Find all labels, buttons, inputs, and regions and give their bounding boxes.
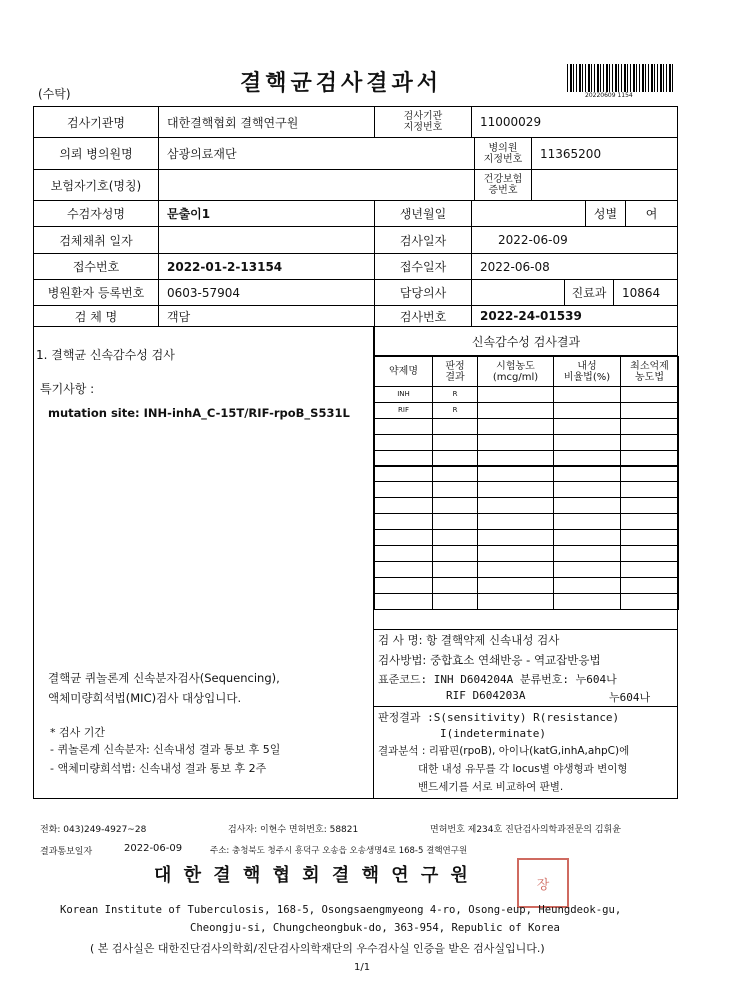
result-header-result: 판정 결과 — [432, 356, 478, 387]
page-number: 1/1 — [354, 962, 371, 973]
dept-value: 10864 — [613, 279, 678, 306]
birth-value — [471, 200, 586, 227]
note-line-1: 결핵균 퀴놀론계 신속분자검사(Sequencing), — [48, 671, 280, 685]
result-cell — [432, 434, 478, 451]
result-cell — [374, 561, 433, 578]
analysis-line-1: 결과분석 : 리팜핀(rpoB), 아이나(katG,inhA,ahpC)에 — [378, 745, 630, 757]
result-cell — [620, 513, 679, 530]
result-cell — [374, 481, 433, 498]
result-cell — [620, 418, 679, 435]
result-cell — [374, 545, 433, 562]
result-cell — [620, 481, 679, 498]
english-address-1: Korean Institute of Tuberculosis, 168-5, Osongsaengmyeong 4-ro, Osong-eup, Heungdeok-gu, — [60, 904, 622, 916]
mutation-site: mutation site: INH-inhA_C-15T/RIF-rpoB_S531L — [48, 406, 350, 420]
result-cell — [553, 497, 621, 514]
dept-label: 진료과 — [564, 279, 614, 306]
document-title: 결핵균검사결과서 — [240, 71, 443, 96]
result-cell — [374, 418, 433, 435]
test-no-label: 검사번호 — [374, 305, 472, 327]
insurance-no-label: 건강보험 증번호 — [474, 169, 532, 201]
result-cell — [432, 545, 478, 562]
collect-label: 검체채취 일자 — [33, 226, 159, 254]
results-title: 신속감수성 검사결과 — [374, 326, 678, 356]
result-cell — [620, 545, 679, 562]
result-cell — [553, 561, 621, 578]
hosp-value: 삼광의료재단 — [158, 137, 475, 170]
result-cell — [620, 593, 679, 610]
analysis-line-3: 밴드세기를 서로 비교하여 판별. — [418, 781, 564, 793]
result-cell — [432, 513, 478, 530]
org-name: 대 한 결 핵 협 회 결 핵 연 구 원 — [154, 865, 471, 886]
hosp-reg-value: 0603-57904 — [158, 279, 375, 306]
result-cell: RIF — [374, 402, 433, 419]
hosp-no-label: 병의원 지정번호 — [474, 137, 532, 170]
result-cell — [374, 593, 433, 610]
result-cell: R — [432, 386, 478, 403]
result-cell — [620, 529, 679, 546]
receipt-no-value: 2022-01-2-13154 — [158, 253, 375, 280]
doctor-value — [471, 279, 565, 306]
result-cell — [620, 402, 679, 419]
sex-value: 여 — [625, 200, 678, 227]
result-header-ratio: 내성 비율법(%) — [553, 356, 621, 387]
result-cell — [432, 450, 478, 467]
english-address-2: Cheongju-si, Chungcheongbuk-do, 363-954, Republic of Korea — [190, 922, 560, 934]
result-header-drug: 약제명 — [374, 356, 433, 387]
result-cell — [374, 434, 433, 451]
result-cell — [477, 418, 554, 435]
result-cell — [620, 466, 679, 483]
result-cell — [432, 561, 478, 578]
receipt-no-label: 접수번호 — [33, 253, 159, 280]
hosp-reg-label: 병원환자 등록번호 — [33, 279, 159, 306]
insurer-label: 보험자기호(명칭) — [33, 169, 159, 201]
result-cell — [477, 450, 554, 467]
specimen-value: 객담 — [158, 305, 375, 327]
result-cell — [477, 545, 554, 562]
report-date: 2022-06-09 — [124, 843, 183, 854]
result-cell — [553, 386, 621, 403]
judge-line-2: I(indeterminate) — [440, 727, 546, 740]
result-cell — [620, 561, 679, 578]
result-cell: INH — [374, 386, 433, 403]
test-date-value: 2022-06-09 — [471, 226, 678, 254]
patient-label: 수검자성명 — [33, 200, 159, 227]
hosp-label: 의뢰 병의원명 — [33, 137, 159, 170]
result-cell — [477, 466, 554, 483]
result-cell — [374, 577, 433, 594]
footer-license: 면허번호 제234호 진단검사의학과전문의 김휘윤 — [430, 825, 621, 835]
period-title: * 검사 기간 — [50, 726, 105, 739]
result-cell — [477, 593, 554, 610]
result-cell — [620, 434, 679, 451]
result-cell — [553, 450, 621, 467]
period-line-2: - 액체미량희석법: 신속내성 결과 통보 후 2주 — [50, 762, 267, 775]
result-cell — [620, 386, 679, 403]
analysis-line-2: 대한 내성 유무를 각 locus별 야생형과 변이형 — [418, 763, 628, 775]
result-cell — [553, 434, 621, 451]
doctor-label: 담당의사 — [374, 279, 472, 306]
specimen-label: 검 체 명 — [33, 305, 159, 327]
method-procedure: 검사방법: 중합효소 연쇄반응 - 역교잡반응법 — [378, 653, 601, 667]
result-cell — [374, 513, 433, 530]
result-cell — [620, 450, 679, 467]
result-cell — [477, 529, 554, 546]
note-line-2: 액체미량희석법(MIC)검사 대상입니다. — [48, 691, 242, 705]
barcode-text: 20220609 1154 — [585, 92, 633, 99]
result-cell — [553, 545, 621, 562]
result-cell — [553, 418, 621, 435]
receipt-mark: (수탁) — [38, 87, 71, 101]
result-cell — [477, 481, 554, 498]
period-line-1: - 퀴놀론계 신속분자: 신속내성 결과 통보 후 5일 — [50, 743, 281, 756]
result-cell — [374, 450, 433, 467]
method-divider — [373, 706, 678, 707]
method-code-1: 표준코드: INH D604204A 분류번호: 누604나 — [378, 673, 617, 686]
result-cell — [477, 386, 554, 403]
result-cell — [553, 466, 621, 483]
result-cell — [432, 577, 478, 594]
inst-label: 검사기관명 — [33, 106, 159, 138]
result-cell — [620, 497, 679, 514]
method-name: 검 사 명: 항 결핵약제 신속내성 검사 — [378, 633, 560, 647]
result-cell — [374, 497, 433, 514]
section-title: 1. 결핵균 신속감수성 검사 — [36, 348, 175, 362]
remarks-label: 특기사항 : — [40, 382, 95, 396]
footer-address: 주소: 충청북도 청주시 흥덕구 오송읍 오송생명4로 168-5 결핵연구원 — [210, 846, 468, 856]
result-cell — [432, 497, 478, 514]
footer-examiner: 검사자: 이현수 면허번호: 58821 — [228, 825, 359, 835]
method-box-top — [373, 629, 678, 630]
seal-char: 장 — [536, 877, 550, 893]
receipt-date-value: 2022-06-08 — [471, 253, 678, 280]
birth-label: 생년월일 — [374, 200, 472, 227]
method-code-2: RIF D604203A — [446, 689, 526, 702]
footer-phone: 전화: 043)249-4927~28 — [40, 825, 147, 835]
collect-value — [158, 226, 375, 254]
sex-label: 성별 — [585, 200, 626, 227]
method-code-2b: 누604나 — [609, 691, 651, 704]
hosp-no-value: 11365200 — [531, 137, 678, 170]
result-cell — [553, 481, 621, 498]
test-date-label: 검사일자 — [374, 226, 472, 254]
report-date-label: 결과통보일자 — [40, 847, 93, 857]
result-cell — [553, 577, 621, 594]
insurer-value — [158, 169, 475, 201]
result-cell — [374, 529, 433, 546]
test-no-value: 2022-24-01539 — [471, 305, 678, 327]
result-cell — [477, 434, 554, 451]
insurance-no-value — [531, 169, 678, 201]
result-cell — [477, 513, 554, 530]
result-cell — [477, 402, 554, 419]
result-cell — [432, 529, 478, 546]
official-seal — [517, 858, 569, 908]
result-cell: R — [432, 402, 478, 419]
inst-no-label: 검사기관 지정번호 — [374, 106, 472, 138]
result-cell — [432, 481, 478, 498]
result-cell — [553, 529, 621, 546]
receipt-date-label: 접수일자 — [374, 253, 472, 280]
result-cell — [477, 561, 554, 578]
patient-value: 문출이1 — [158, 200, 375, 227]
result-header-concentration: 시험농도 (mcg/ml) — [477, 356, 554, 387]
result-header-mic: 최소억제 농도법 — [620, 356, 679, 387]
result-cell — [553, 593, 621, 610]
result-cell — [620, 577, 679, 594]
inst-no-value: 11000029 — [471, 106, 678, 138]
result-cell — [477, 497, 554, 514]
result-cell — [432, 593, 478, 610]
result-cell — [553, 513, 621, 530]
result-cell — [553, 402, 621, 419]
result-cell — [432, 466, 478, 483]
result-cell — [432, 418, 478, 435]
result-cell — [477, 577, 554, 594]
certification-note: ( 본 검사실은 대한진단검사의학회/진단검사의학재단의 우수검사실 인증을 받은 검사실입니다.) — [90, 942, 545, 955]
result-cell — [374, 466, 433, 483]
barcode — [567, 64, 675, 92]
inst-value: 대한결핵협회 결핵연구원 — [158, 106, 375, 138]
judge-line-1: 판정결과 :S(sensitivity) R(resistance) — [378, 711, 620, 724]
